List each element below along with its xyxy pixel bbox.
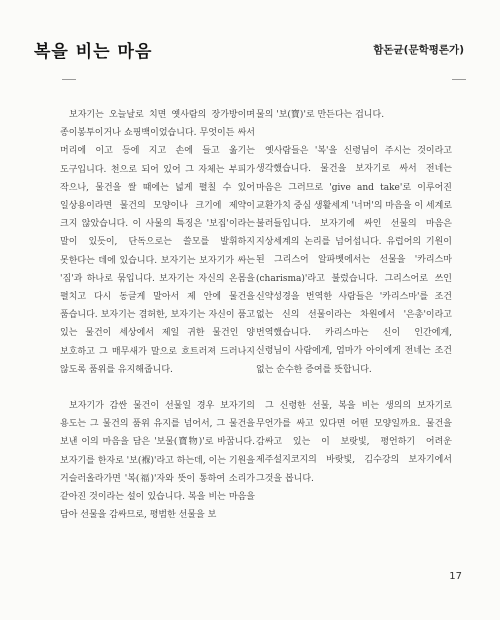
paragraph: 옛사람들은 '복'을 신령님이 주시는 것이라고 생각했습니다. 물건을 보자기로 싸서 전네는 마음은 그러므로 'give and take'로 이루어진 교환가치 중심 생활세계 '너머'의 마음을 이 세계로 불러들입니다. 보자기에 싸인 선물의 마음은 지상세계의 논리를 넘어섭니다. 유럽어의 기원이 된 그리스어 알파벳에서는 선물을 '카리스마(charisma)'라고 불렀습니다. 그리스어로 쓰인 신약성경을 번역한 사람들은 '카리스마'를 조건 없는 신의 선물이라는 차원에서 '은총'이라고 번역했습니다. 카리스마는 신이 인간에게, 신령님이 사람에게, 엄마가 아이에게 전네는 조건 없는 순수한 증여를 뜻합니다. (256, 146, 452, 375)
paragraph: 보자기는 오늘날로 치면 옛사람의 장가방이며 종이봉투이거나 쇼핑백이었습니다. 무엇이든 싸서 머리에 이고 등에 지고 손에 들고 옮기는 도구입니다. 천으로 되어 있어 그 자체는 부피가 작으나, 물건을 쌀 때에는 넓게 펼칠 수 있어 일상용이라면 물건의 모양이나 크기에 제약이 크지 않았습니다. 이 사물의 특징은 '보집'이라는 말이 있듯이, 단독으로는 쓸모를 발휘하지 못한다는 데에 있습니다. 보자기는 보자기가 싸는 '짐'과 하나로 묶입니다. 보자기는 자신의 온몸을 펼치고 다시 동글게 말아서 제 안에 물건을 품습니다. 보자기는 겸허한, 보자기는 자신이 품고 있는 물건이 세상에서 제일 귀한 물건인 양 보호하고 그 매무새가 말으로 흐트러져 드러나지 않도록 품위를 유지해줍니다. (60, 110, 255, 375)
page-number: 17 (449, 571, 462, 582)
left-column (60, 106, 255, 542)
paragraph: 보자기가 감싼 물건이 선물일 경우 보자기의 용도는 그 물건의 품위 유지를 넘어서, 그 물건을 보낸 이의 마음을 담은 '보물(寶物)'로 바꿉니다. 보자기를 한자로 '보(褓)'라고 하는데, 이는 기원을 거슬러올라가면 '복(福)'자와 뜻이 통하여 소리가 같아진 것이라는 설이 있습니다. 복을 비는 마음을 담아 선물을 감싸므로, 평범한 선물을 보 (60, 401, 255, 521)
right-divider (452, 79, 466, 80)
right-column (256, 106, 452, 506)
author-byline: 함돈균(문학평론가) (373, 44, 464, 56)
article-title: 복을 비는 마음 (34, 42, 153, 62)
paragraph: 그 신령한 선물, 복을 비는 생의의 보자기로 무언가를 싸고 있다면 어떤 모양일까요. 물건을 감싸고 있는 이 보랏빛, 평언하기 어려운 제주설지코지의 바랏빛, 김수강의 보자기에서 그것을 봅니다. (256, 400, 452, 484)
left-divider (62, 79, 76, 80)
paragraph-continuation: 물의 '보(寶)'로 만든다는 겁니다. (256, 110, 385, 120)
